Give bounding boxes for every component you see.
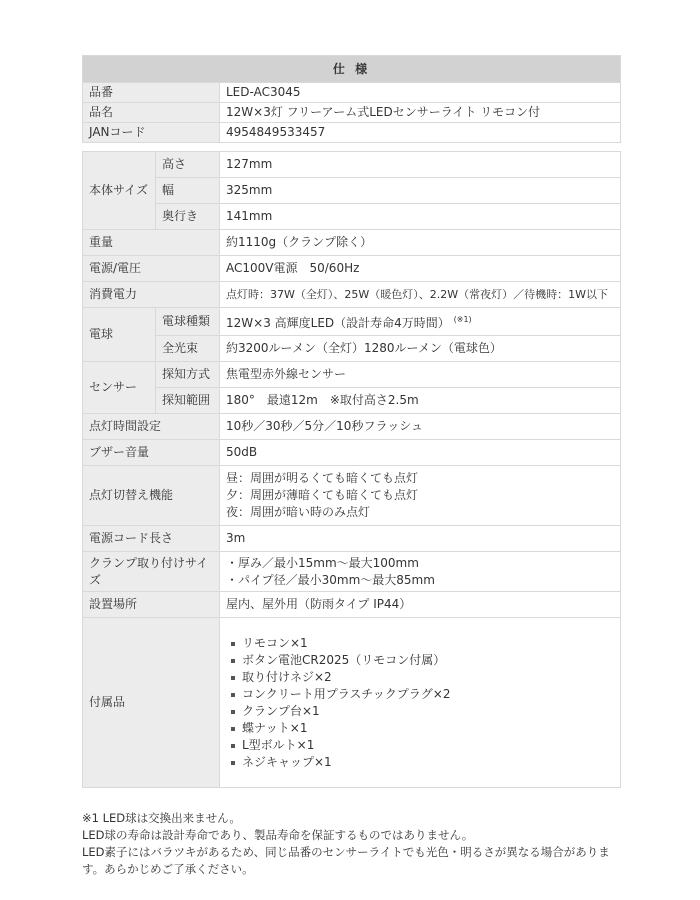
clamp-line: ・パイプ径／最小30mm～最大85mm xyxy=(226,572,435,587)
row-value: 141mm xyxy=(220,204,621,230)
list-item: リモコン×1 xyxy=(242,635,614,652)
row-value: AC100V電源 50/60Hz xyxy=(220,256,621,282)
row-label: 付属品 xyxy=(83,618,220,788)
row-sublabel: 奥行き xyxy=(156,204,220,230)
spec-row-cord xyxy=(83,526,621,552)
row-value: 点灯時：37W（全灯）、25W（暖色灯）、2.2W（常夜灯）／待機時：1W以下 xyxy=(220,282,621,308)
spec-row-mode xyxy=(83,466,621,526)
row-label: 点灯時間設定 xyxy=(83,414,220,440)
row-value: 4954849533457 xyxy=(220,123,621,143)
row-sublabel: 電球種類 xyxy=(156,308,220,336)
row-label: 消費電力 xyxy=(83,282,220,308)
row-label: 点灯切替え機能 xyxy=(83,466,220,526)
row-label: 重量 xyxy=(83,230,220,256)
list-item: 蝶ナット×1 xyxy=(242,720,614,737)
row-value: 屋内、屋外用（防雨タイプ IP44） xyxy=(220,592,621,618)
row-value: 10秒／30秒／5分／10秒フラッシュ xyxy=(220,414,621,440)
row-value: LED-AC3045 xyxy=(220,83,621,103)
footnote-marker: (※1) xyxy=(453,315,472,324)
spec-row-product-name xyxy=(83,103,621,123)
row-label: ブザー音量 xyxy=(83,440,220,466)
spec-row-power xyxy=(83,256,621,282)
row-value xyxy=(220,618,621,788)
list-item: 取り付けネジ×2 xyxy=(242,669,614,686)
row-value: 325mm xyxy=(220,178,621,204)
row-value: 12W×3灯 フリーアーム式LEDセンサーライト リモコン付 xyxy=(220,103,621,123)
row-value: 3m xyxy=(220,526,621,552)
spec-row-sensor-method xyxy=(83,362,621,388)
row-sublabel: 探知範囲 xyxy=(156,388,220,414)
spec-row-bulb-type xyxy=(83,308,621,336)
spec-section xyxy=(82,55,620,788)
row-label: 品番 xyxy=(83,83,220,103)
row-label: 本体サイズ xyxy=(83,152,156,230)
row-value: 50dB xyxy=(220,440,621,466)
row-value: 焦電型赤外線センサー xyxy=(220,362,621,388)
accessory-list xyxy=(226,635,614,771)
spec-row-size-width xyxy=(83,178,621,204)
footnote-line: ※1 LED球は交換出来ません。 xyxy=(82,811,241,825)
spec-title: 仕 様 xyxy=(83,56,621,83)
row-value: 127mm xyxy=(220,152,621,178)
spec-row-clamp xyxy=(83,552,621,592)
spec-row-consumption xyxy=(83,282,621,308)
row-label: 電源コード長さ xyxy=(83,526,220,552)
row-label: クランプ取り付けサイズ xyxy=(83,552,220,592)
list-item: コンクリート用プラスチックプラグ×2 xyxy=(242,686,614,703)
row-sublabel: 探知方式 xyxy=(156,362,220,388)
spec-row-size-depth xyxy=(83,204,621,230)
row-value: 180° 最遠12m ※取付高さ2.5m xyxy=(220,388,621,414)
spec-row-buzzer xyxy=(83,440,621,466)
row-sublabel: 全光束 xyxy=(156,336,220,362)
mode-line: 夜：周囲が暗い時のみ点灯 xyxy=(226,505,371,519)
list-item: ボタン電池CR2025（リモコン付属） xyxy=(242,652,614,669)
row-value xyxy=(220,552,621,592)
row-value xyxy=(220,466,621,526)
row-value: 約3200ルーメン（全灯）1280ルーメン（電球色） xyxy=(220,336,621,362)
spec-row-size-height xyxy=(83,152,621,178)
list-item: L型ボルト×1 xyxy=(242,737,614,754)
footnote-line: LED素子にはバラツキがあるため、同じ品番のセンサーライトでも光色・明るさが異なる場合がありま xyxy=(82,845,610,859)
spec-row-accessories xyxy=(83,618,621,788)
row-label: 設置場所 xyxy=(83,592,220,618)
row-label: 品名 xyxy=(83,103,220,123)
mode-line: 昼：周囲が明るくても暗くても点灯 xyxy=(226,471,419,485)
row-label: 電源/電圧 xyxy=(83,256,220,282)
spec-row-part-number xyxy=(83,83,621,103)
spec-detail-table xyxy=(82,151,621,788)
clamp-line: ・厚み／最小15mm～最大100mm xyxy=(226,555,419,570)
spec-row-luminous-flux xyxy=(83,336,621,362)
row-label: センサー xyxy=(83,362,156,414)
row-value: 約1110g（クランプ除く） xyxy=(220,230,621,256)
spec-row-weight xyxy=(83,230,621,256)
mode-line: 夕：周囲が薄暗くても暗くても点灯 xyxy=(226,488,419,502)
spec-row-timer xyxy=(83,414,621,440)
footnote-line: LED球の寿命は設計寿命であり、製品寿命を保証するものではありません。 xyxy=(82,828,474,842)
footnote-line: す。あらかじめご了承ください。 xyxy=(82,862,254,876)
bulb-type-text: 12W×3 高輝度LED（設計寿命4万時間） xyxy=(226,316,450,330)
footnotes xyxy=(82,810,622,878)
row-value xyxy=(220,308,621,336)
row-sublabel: 高さ xyxy=(156,152,220,178)
row-sublabel: 幅 xyxy=(156,178,220,204)
spec-row-jan-code xyxy=(83,123,621,143)
spec-basic-table xyxy=(82,55,621,143)
row-label: 電球 xyxy=(83,308,156,362)
spec-row-sensor-range xyxy=(83,388,621,414)
spec-row-place xyxy=(83,592,621,618)
list-item: クランプ台×1 xyxy=(242,703,614,720)
row-label: JANコード xyxy=(83,123,220,143)
list-item: ネジキャップ×1 xyxy=(242,754,614,771)
